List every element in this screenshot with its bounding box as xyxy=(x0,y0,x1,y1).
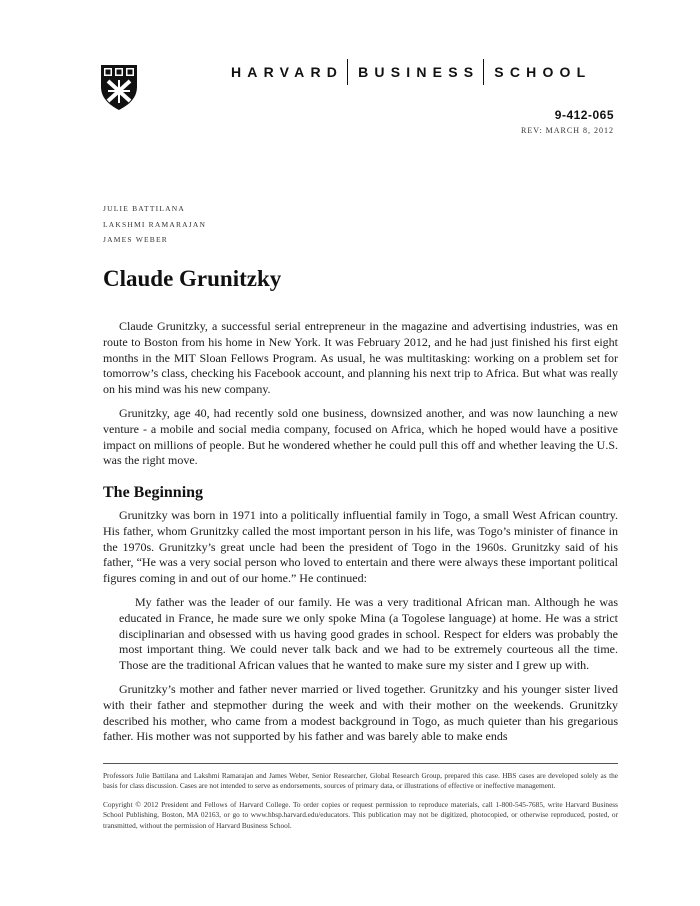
author-list xyxy=(103,201,206,248)
author: JAMES WEBER xyxy=(103,235,168,244)
preparation-note: Professors Julie Battilana and Lakshmi Ramarajan and James Weber, Senior Researcher, Global Research Group, prepared this case. HBS cases are developed solely as the basis for class discussion. Cases are not intended to serve as endorsements, sources of primary data, or illustrations of effective or ineffective management. xyxy=(103,771,618,791)
brand-divider xyxy=(347,59,348,85)
school-word-school: SCHOOL xyxy=(494,64,592,80)
body-paragraph: Grunitzky’s mother and father never married or lived together. Grunitzky and his younger sister lived with their father and stepmother during the week and with their mother on the weekends. Grunitzky described his mother, who came from a modest background in Togo, as much quieter than his gregarious father. His mother was not supported by his father and was barely able to make ends xyxy=(103,681,618,744)
revision-date: REV: MARCH 8, 2012 xyxy=(521,126,614,135)
intro-paragraph: Claude Grunitzky, a successful serial entrepreneur in the magazine and advertising industries, was en route to Boston from his home in New York. It was February 2012, and he had just finished his first eight months in the MIT Sloan Fellows Program. As usual, he was multitasking: working on a problem set for tomorrow’s class, checking his Facebook account, and planning his next trip to Africa. But what was really on his mind was his new company. xyxy=(103,319,618,397)
author: JULIE BATTILANA xyxy=(103,204,185,213)
intro-paragraph: Grunitzky, age 40, had recently sold one business, downsized another, and was now launching a new venture - a mobile and social media company, focused on Africa, which he hoped would have a positive impact on millions of people. But he wondered whether he could pull this off and whether leaving the U.S. was the right move. xyxy=(103,405,618,468)
body-paragraph: Grunitzky was born in 1971 into a politically influential family in Togo, a small West African country. His father, whom Grunitzky called the most important person in his life, was Togo’s minister of finance in the 1970s. Grunitzky’s great uncle had been the president of Togo in the 1960s. Grunitzky said of his father, “He was a very social person who loved to entertain and there were always these important political figures coming in and out of our home.” He continued: xyxy=(103,507,618,586)
footnote-divider xyxy=(103,763,618,764)
author: LAKSHMI RAMARAJAN xyxy=(103,219,207,229)
block-quote: My father was the leader of our family. He was a very traditional African man. Although he was educated in France, he made sure we only spoke Mina (a Togolese language) at home. He was a strict disciplinarian and obsessed with us having good grades in school. Respect for elders was probably the most important thing. We could never talk back and we had to be extremely courteous all the time. Those are the traditional African values that he wanted to make sure my sister and I grew up with. xyxy=(119,594,618,673)
case-number: 9-412-065 xyxy=(554,108,614,122)
harvard-shield-icon xyxy=(99,63,139,111)
school-word-harvard: HARVARD xyxy=(231,64,344,80)
case-title: Claude Grunitzky xyxy=(103,266,282,291)
school-word-business: BUSINESS xyxy=(358,64,480,80)
section-heading: The Beginning xyxy=(103,484,204,502)
school-name xyxy=(231,59,591,85)
copyright-note: Copyright © 2012 President and Fellows of Harvard College. To order copies or request permission to reproduce materials, call 1-800-545-7685, write Harvard Business School Publishing, Boston, MA 02163, or go to www.hbsp.harvard.edu/educators. This publication may not be digitized, photocopied, or otherwise reproduced, posted, or transmitted, without the permission of Harvard Business School. xyxy=(103,799,618,830)
footnote xyxy=(103,771,618,839)
brand-divider xyxy=(483,59,484,85)
case-body xyxy=(103,319,618,753)
